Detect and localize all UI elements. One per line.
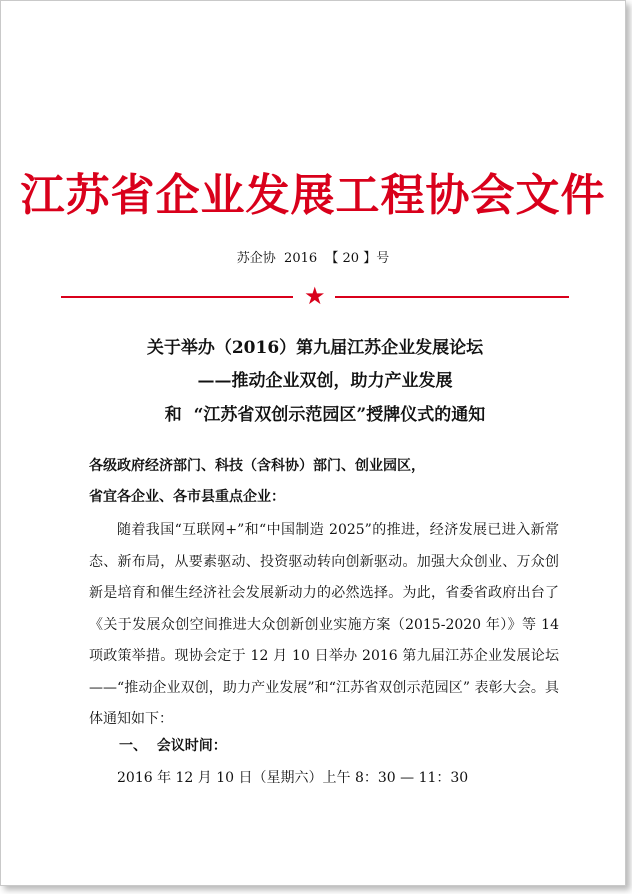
document-number: 苏企协 2016 【 20 】号: [236, 251, 390, 266]
red-divider-right: [335, 296, 569, 298]
notice-title-line-1: 关于举办（2016）第九届江苏企业发展论坛: [146, 338, 484, 358]
org-header-title: 江苏省企业发展工程协会文件: [20, 170, 606, 221]
notice-title-line-3: 和 “江苏省双创示范园区”授牌仪式的通知: [164, 405, 486, 425]
notice-title-line-2: ——推动企业双创，助力产业发展: [197, 371, 453, 391]
addressee-line-1: 各级政府经济部门、科技（含科协）部门、创业园区，: [89, 458, 425, 474]
red-divider-left: [61, 296, 293, 298]
meeting-time-value: 2016 年 12 月 10 日（星期六）上午 8：30 — 11：30: [117, 770, 469, 786]
body-paragraph: 随着我国“互联网+”和“中国制造 2025”的推进，经济发展已进入新常态、新布局，从要素驱动、投资驱动转向创新驱动。加强大众创业、万众创新是培育和催生经济社会发展新动力的必然选择。为此，省委省政府出台了《关于发展众创空间推进大众创新创业实施方案（2015-2020 年）》等 14 项政策举措。现协会定于 12 月 10 日举办 2016 第九届江苏企业发展论坛——“推动企业双创，助力产业发展”和“江苏省双创示范园区” 表彰大会。具体通知如下：: [89, 522, 559, 727]
section-heading-meeting-time: 一、 会议时间：: [119, 738, 227, 754]
star-icon: ★: [304, 282, 326, 310]
addressee-line-2: 省宜各企业、各市县重点企业：: [89, 489, 285, 505]
